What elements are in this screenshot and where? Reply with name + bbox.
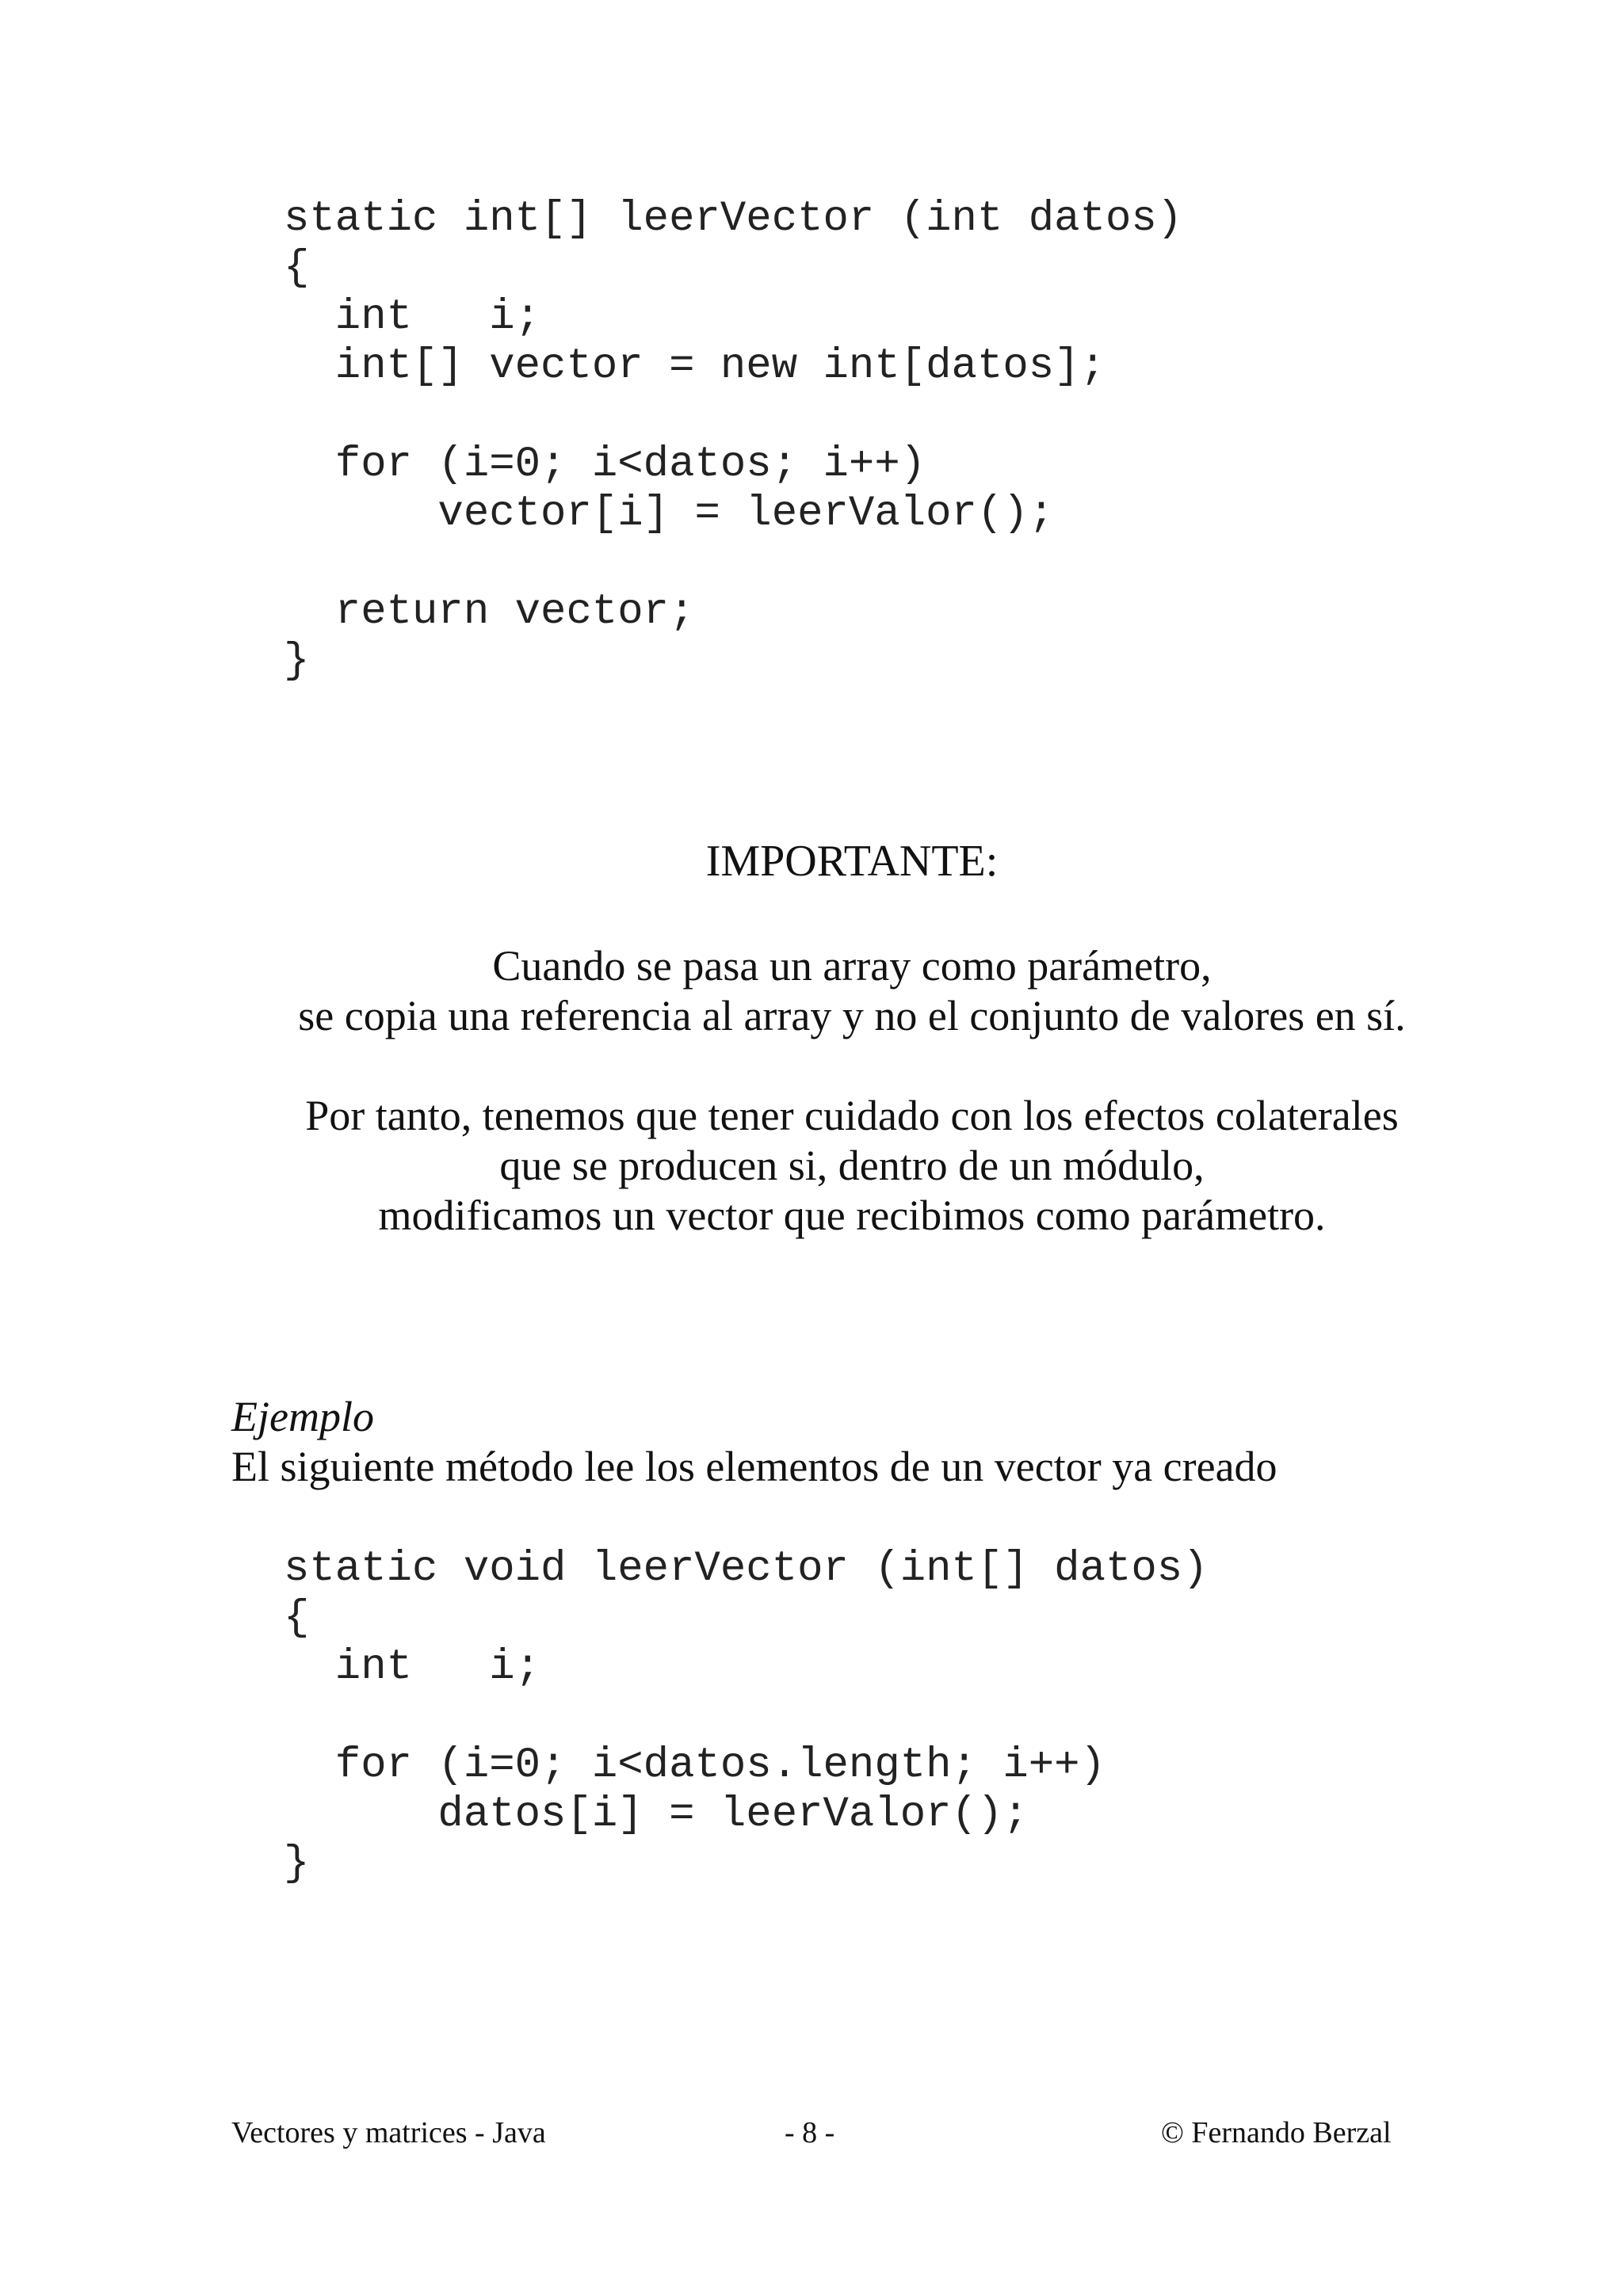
important-paragraph-1 [0,941,1623,1041]
footer-author: © Fernando Berzal [1161,2116,1392,2149]
code-block-leer-vector-int: static int[] leerVector (int datos) { int i; int[] vector = new int[datos]; for (i=0; i<datos; i++) vector[i] = leerValor(); return vector; } [284,195,1183,685]
important-paragraph-2-line-1: Por tanto, tenemos que tener cuidado con los efectos colaterales [305,1092,1399,1139]
footer-document-title: Vectores y matrices - Java [231,2116,546,2149]
code-block-leer-vector-void: static void leerVector (int[] datos) { int i; for (i=0; i<datos.length; i++) datos[i] = leerValor(); } [284,1545,1209,1888]
example-description: El siguiente método lee los elementos de un vector ya creado [231,1443,1277,1490]
important-paragraph-1-line-1: Cuando se pasa un array como parámetro, [492,942,1212,990]
footer-page-number: - 8 - [785,2116,835,2149]
important-paragraph-2-line-2: que se producen si, dentro de un módulo, [499,1142,1205,1189]
important-paragraph-1-line-2: se copia una referencia al array y no el conjunto de valores en sí. [298,992,1406,1039]
example-heading: Ejemplo [231,1393,374,1440]
important-paragraph-2 [0,1091,1623,1241]
important-heading: IMPORTANTE: [705,837,999,886]
important-paragraph-2-line-3: modificamos un vector que recibimos como parámetro. [378,1192,1326,1239]
